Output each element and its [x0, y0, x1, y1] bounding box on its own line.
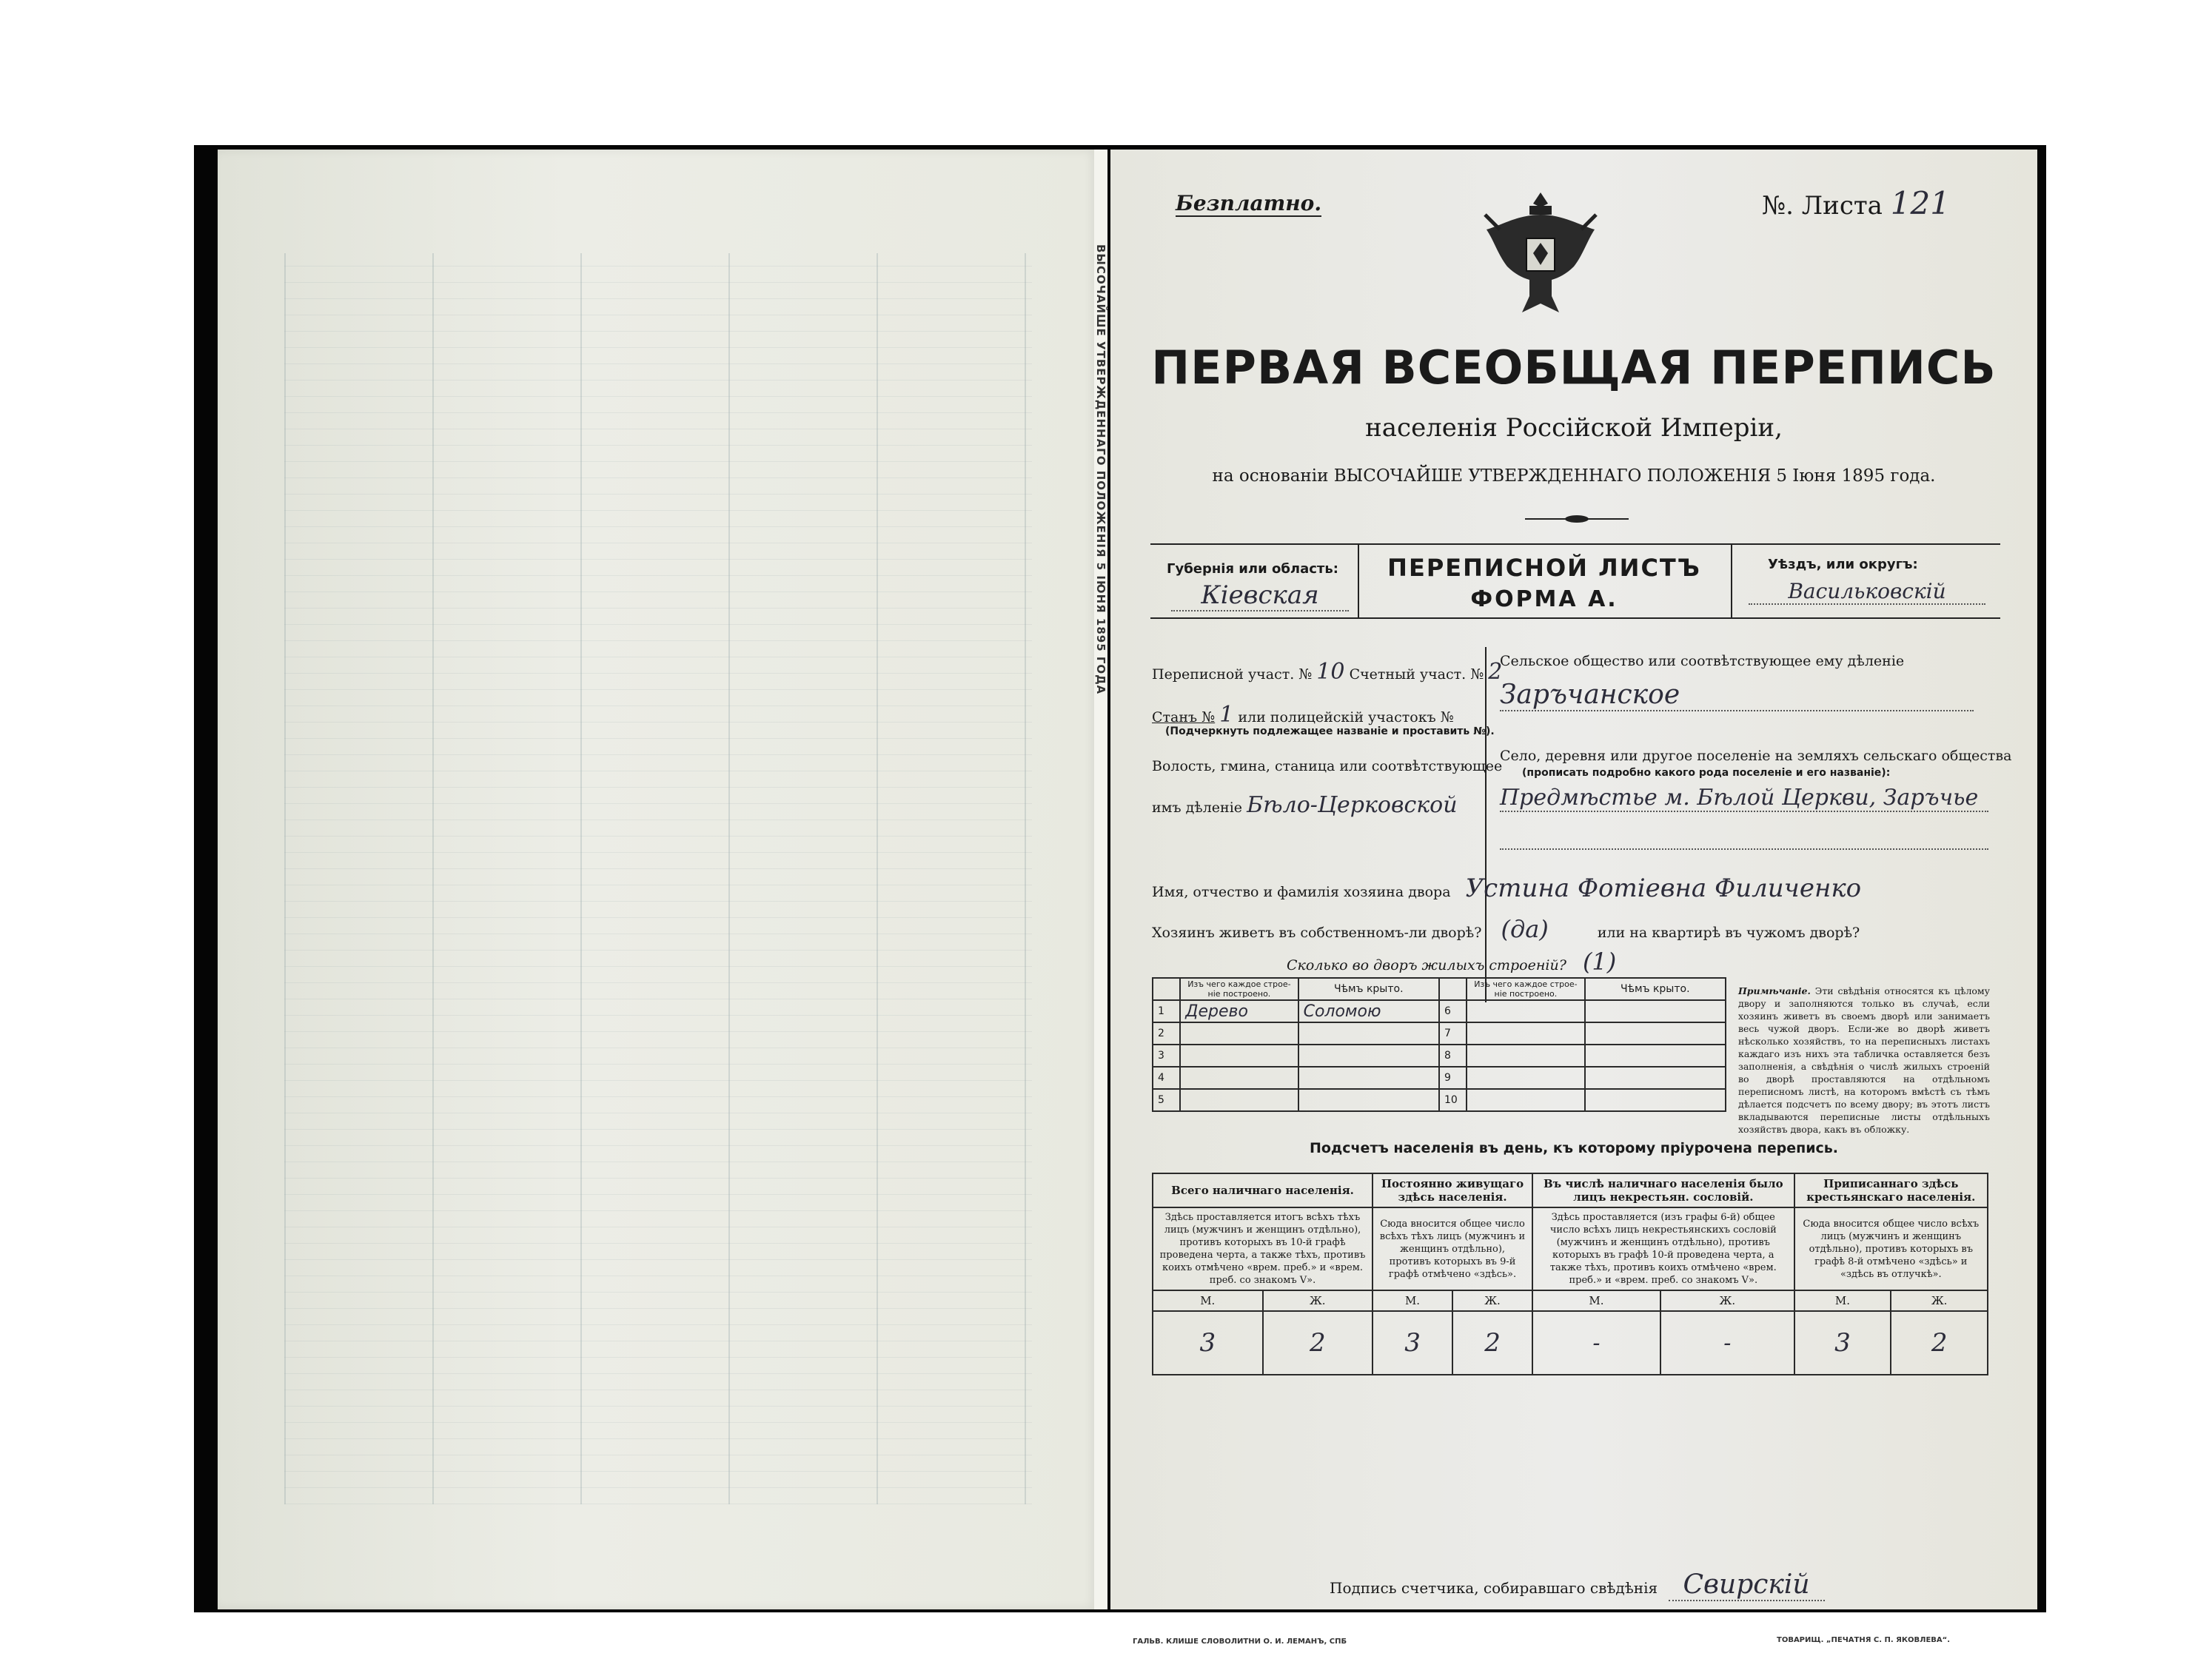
- row-number: 8: [1439, 1045, 1467, 1067]
- uezd-label: Уѣздъ, или округъ:: [1768, 557, 1918, 572]
- form-title: ПЕРЕПИСНОЙ ЛИСТЪ: [1387, 554, 1701, 582]
- pop-value: -: [1660, 1311, 1794, 1375]
- count-value: (1): [1582, 948, 1617, 976]
- material-cell: Дерево: [1180, 1000, 1298, 1022]
- buildings-table: [1152, 977, 1726, 1112]
- bld-col-material: Изъ чего каждое строе-ніе построено.: [1180, 978, 1298, 1000]
- perepisnoi-row: [1152, 659, 1502, 685]
- pop-value: 3: [1153, 1311, 1263, 1375]
- volost-row: [1152, 792, 1458, 818]
- table-row: [1153, 1045, 1726, 1067]
- guberniya-label: Губернія или область:: [1167, 561, 1338, 577]
- box-right-line: [1731, 543, 1732, 617]
- population-title: Подсчетъ населенія въ день, къ которому пріурочена перепись.: [1309, 1140, 1839, 1156]
- perepisnoi-label: Переписной участ. №: [1152, 666, 1313, 683]
- sex-f: Ж.: [1263, 1290, 1373, 1311]
- bld-col-roof: Чѣмъ крыто.: [1298, 978, 1439, 1000]
- perepisnoi-value: 10: [1316, 659, 1345, 685]
- selo-label: Село, деревня или другое поселеніе на земляхъ сельскаго общества: [1500, 748, 2012, 764]
- sex-m: М.: [1794, 1290, 1891, 1311]
- roof-cell: Соломою: [1298, 1000, 1439, 1022]
- left-page: [218, 150, 1097, 1609]
- note-text: Эти свѣдѣнія относятся къ цѣлому двору и заполняются только въ случаѣ, если хозяинъ живетъ въ своемъ дворѣ или занимаетъ весь чужой дворъ. Если-же во дворѣ живетъ нѣсколько хозяйствъ, то на переписныхъ листахъ каждаго изъ нихъ эта табличка оставляется безъ заполненія, а свѣдѣнія о числѣ жилыхъ строеній во дворѣ проставляются на отдѣльномъ переписномъ листѣ, на которомъ вмѣстѣ съ тѣмъ дѣлается подсчетъ по всему двору; въ этотъ листъ вкладываются переписные листы отдѣльныхъ хозяйствъ двора, какъ въ обложку.: [1738, 985, 1990, 1135]
- box-bottom-line: [1150, 617, 2000, 619]
- lives-row: [1152, 915, 1860, 943]
- stan-row: [1152, 702, 1454, 728]
- left-page-faded-grid: [284, 253, 1032, 1504]
- pop-desc-permanent: Сюда вносится общее число всѣхъ тѣхъ лицъ (мужчинъ и женщинъ отдѣльно), противъ которыхъ въ 9-й графѣ отмѣчено «здѣсь».: [1373, 1207, 1532, 1290]
- owner-label: Имя, отчество и фамилія хозяина двора: [1152, 884, 1451, 900]
- pop-value: 2: [1452, 1311, 1532, 1375]
- lives-label: Хозяинъ живетъ въ собственномъ-ли дворѣ?: [1152, 925, 1482, 941]
- selo-extra-line: [1500, 848, 1988, 850]
- bld-col-n: [1153, 978, 1180, 1000]
- row-number: 4: [1153, 1067, 1180, 1089]
- volost-label2: имъ дѣленіе: [1152, 800, 1243, 816]
- population-table: [1152, 1173, 1988, 1375]
- main-subtitle: населенія Россійской Имперіи,: [1365, 413, 1783, 443]
- pop-header-nonpeasant: Въ числѣ наличнаго населенія было лицъ некрестьян. сословій.: [1532, 1173, 1794, 1207]
- bld-col-material2: Изъ чего каждое строе-ніе построено.: [1467, 978, 1584, 1000]
- row-number: 5: [1153, 1089, 1180, 1111]
- main-title: ПЕРВАЯ ВСЕОБЩАЯ ПЕРЕПИСЬ: [1151, 341, 1997, 395]
- row-number: 7: [1439, 1022, 1467, 1045]
- row-number: 10: [1439, 1089, 1467, 1111]
- table-row: [1153, 1022, 1726, 1045]
- count-row: [1287, 948, 1616, 976]
- selo-value: Предмѣстье м. Бѣлой Церкви, Заръчье: [1500, 785, 1988, 812]
- box-top-line: [1150, 543, 2000, 545]
- volost-label: Волость, гмина, станица или соотвѣтствующее: [1152, 758, 1503, 774]
- signature-row: [1330, 1569, 1825, 1600]
- table-row: [1153, 1067, 1726, 1089]
- uezd-value: Васильковскій: [1749, 579, 1985, 605]
- row-number: 1: [1153, 1000, 1180, 1022]
- bld-col-n2: [1439, 978, 1467, 1000]
- ornament-divider: [1525, 512, 1629, 521]
- lives-rest: или на квартирѣ въ чужомъ дворѣ?: [1597, 925, 1860, 941]
- table-row: [1153, 1000, 1726, 1022]
- owner-value: Устина Фотіевна Филиченко: [1465, 874, 1862, 903]
- pop-value: 3: [1373, 1311, 1452, 1375]
- footer-left: ГАЛЬВ. КЛИШЕ СЛОВОЛИТНИ О. И. ЛЕМАНЪ, СПБ: [1133, 1638, 1347, 1646]
- owner-row: [1152, 874, 1861, 903]
- form-name: ФОРМА А.: [1470, 586, 1618, 612]
- selskoe-label: Сельское общество или соотвѣтствующее ему дѣленіе: [1500, 653, 1905, 669]
- signature-label: Подпись счетчика, собиравшаго свѣдѣнія: [1330, 1579, 1658, 1597]
- pop-value: 2: [1891, 1311, 1988, 1375]
- sex-f: Ж.: [1660, 1290, 1794, 1311]
- sheet-number-label: №. Листа: [1762, 191, 1883, 221]
- pop-desc-peasant: Сюда вносится общее число всѣхъ лицъ (мужчинъ и женщинъ отдѣльно), противъ которыхъ въ графѣ 8-й отмѣчено «здѣсь» и «здѣсь въ отлучкѣ».: [1794, 1207, 1988, 1290]
- row-number: 9: [1439, 1067, 1467, 1089]
- sheet-number-value: 121: [1890, 185, 1950, 221]
- pop-header-total: Всего наличнаго населенія.: [1153, 1173, 1373, 1207]
- stan-note: (Подчеркнуть подлежащее названіе и проставить №).: [1165, 725, 1495, 737]
- stan-rest: или полицейскій участокъ №: [1238, 709, 1454, 725]
- sex-m: М.: [1373, 1290, 1452, 1311]
- spine-text: ВЫСОЧАЙШЕ УТВЕРЖДЕННАГО ПОЛОЖЕНІЯ 5 ІЮНЯ 1895 ГОДА: [1094, 244, 1107, 695]
- row-number: 6: [1439, 1000, 1467, 1022]
- selo-note: (прописать подробно какого рода поселеніе и его названіе):: [1522, 767, 1891, 779]
- bld-col-roof2: Чѣмъ крыто.: [1585, 978, 1726, 1000]
- pop-desc-nonpeasant: Здѣсь проставляется (изъ графы 6-й) общее число всѣхъ лицъ некрестьянскихъ сословій (мужчинъ и женщинъ отдѣльно), противъ которыхъ въ графѣ 10-й проведена черта, а также тѣхъ, противъ коихъ отмѣчено «врем. преб.» и «врем. преб. со знакомъ V».: [1532, 1207, 1794, 1290]
- sex-f: Ж.: [1452, 1290, 1532, 1311]
- legal-basis: на основаніи ВЫСОЧАЙШЕ УТВЕРЖДЕННАГО ПОЛОЖЕНІЯ 5 Іюня 1895 года.: [1212, 466, 1936, 486]
- pop-value: 2: [1263, 1311, 1373, 1375]
- row-number: 3: [1153, 1045, 1180, 1067]
- note-title: Примѣчаніе.: [1738, 985, 1811, 996]
- schetny-label: Счетный участ. №: [1349, 666, 1484, 683]
- count-label: Сколько во дворъ жилыхъ строеній?: [1287, 957, 1566, 973]
- selskoe-value: Заръчанское: [1500, 680, 1974, 711]
- guberniya-value: Кіевская: [1171, 580, 1349, 611]
- coat-of-arms-icon: [1478, 185, 1603, 323]
- signature-value: Свирскій: [1669, 1569, 1825, 1601]
- volost-value: Бѣло-Церковской: [1247, 792, 1458, 818]
- stan-label: Станъ №: [1152, 709, 1216, 725]
- pop-value: 3: [1794, 1311, 1891, 1375]
- pop-header-permanent: Постоянно живущаго здѣсь населенія.: [1373, 1173, 1532, 1207]
- footer-right: ТОВАРИЩ. „ПЕЧАТНЯ С. П. ЯКОВЛЕВА“.: [1777, 1636, 1951, 1644]
- schetny-value: 2: [1488, 659, 1503, 685]
- sex-f: Ж.: [1891, 1290, 1988, 1311]
- pop-header-peasant: Приписаннаго здѣсь крестьянскаго населенія.: [1794, 1173, 1988, 1207]
- pop-desc-total: Здѣсь проставляется итогъ всѣхъ тѣхъ лицъ (мужчинъ и женщинъ отдѣльно), противъ которыхъ въ 10-й графѣ проведена черта, а также тѣхъ, противъ коихъ отмѣчено «врем. преб.» и «врем. преб. со знакомъ V».: [1153, 1207, 1373, 1290]
- note-block: [1738, 985, 1990, 1136]
- table-row: [1153, 1089, 1726, 1111]
- row-number: 2: [1153, 1022, 1180, 1045]
- stan-value: 1: [1219, 702, 1234, 728]
- sex-m: М.: [1153, 1290, 1263, 1311]
- lives-value: (да): [1501, 915, 1549, 943]
- right-page: [1110, 150, 2037, 1646]
- sheet-number: [1762, 185, 1950, 221]
- pop-value: -: [1532, 1311, 1660, 1375]
- sex-m: М.: [1532, 1290, 1660, 1311]
- free-label: Безплатно.: [1176, 191, 1322, 215]
